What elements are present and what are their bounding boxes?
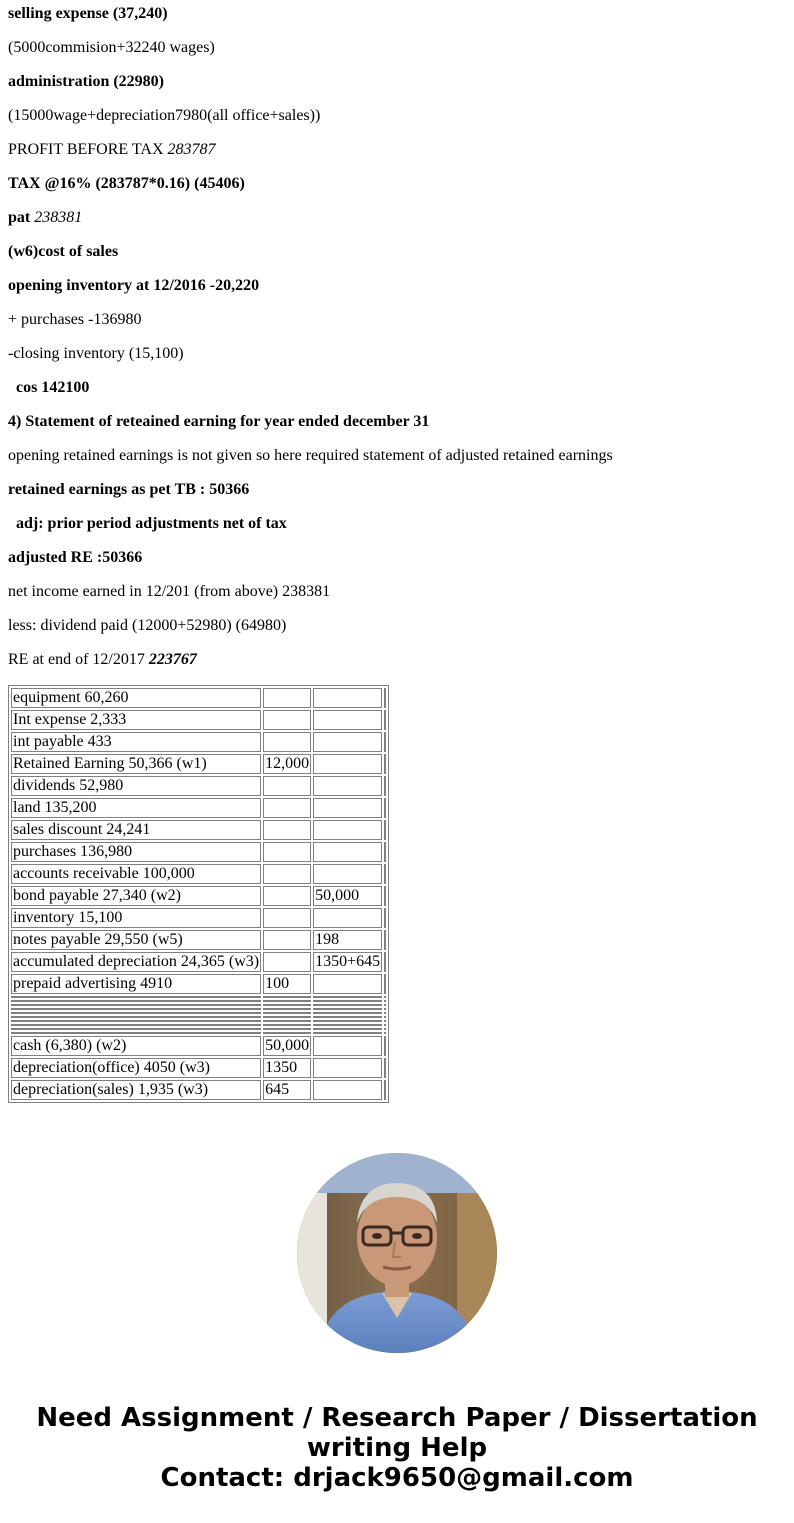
table-cell: inventory 15,100 bbox=[11, 908, 261, 928]
table-cell: int payable 433 bbox=[11, 732, 261, 752]
table-cell-empty bbox=[263, 1020, 311, 1022]
table-cell bbox=[313, 732, 382, 752]
opening-inventory-line: opening inventory at 12/2016 -20,220 bbox=[8, 277, 260, 294]
table-cell-empty bbox=[313, 1032, 382, 1034]
table-cell-empty bbox=[263, 996, 311, 998]
table-cell-empty bbox=[11, 1032, 261, 1034]
dividend-paid-line: less: dividend paid (12000+52980) (64980) bbox=[8, 617, 287, 634]
table-row bbox=[11, 710, 386, 730]
table-row bbox=[11, 732, 386, 752]
table-cell-empty bbox=[11, 1016, 261, 1018]
document-body bbox=[0, 0, 794, 680]
table-cell-empty bbox=[384, 1008, 386, 1010]
table-cell-empty bbox=[384, 1000, 386, 1002]
table-cell: equipment 60,260 bbox=[11, 688, 261, 708]
table-cell-empty bbox=[384, 974, 386, 994]
table-row bbox=[11, 930, 386, 950]
retained-earnings-tb-line: retained earnings as pet TB : 50366 bbox=[8, 481, 250, 498]
table-cell-empty bbox=[384, 820, 386, 840]
pat-label: pat bbox=[8, 209, 35, 226]
table-cell-empty bbox=[384, 1028, 386, 1030]
table-cell-empty bbox=[263, 1012, 311, 1014]
table-cell-empty bbox=[313, 1008, 382, 1010]
table-cell: prepaid advertising 4910 bbox=[11, 974, 261, 994]
table-cell: 198 bbox=[313, 930, 382, 950]
table-row-empty bbox=[11, 1000, 386, 1002]
avatar-photo bbox=[297, 1153, 497, 1353]
table-cell bbox=[263, 930, 311, 950]
table-row-empty bbox=[11, 1012, 386, 1014]
table-cell: 645 bbox=[263, 1080, 311, 1100]
table-cell: accumulated depreciation 24,365 (w3) bbox=[13, 953, 260, 970]
table-row bbox=[11, 886, 386, 906]
table-row bbox=[11, 776, 386, 796]
table-cell-empty bbox=[384, 864, 386, 884]
table-cell-empty bbox=[313, 1016, 382, 1018]
pat-line bbox=[8, 204, 786, 238]
table-row bbox=[11, 908, 386, 928]
table-cell-empty bbox=[263, 1028, 311, 1030]
table-cell bbox=[313, 1080, 382, 1100]
table-cell-empty bbox=[263, 1016, 311, 1018]
table-cell-empty bbox=[263, 1008, 311, 1010]
administration-detail: (15000wage+depreciation7980(all office+sales)) bbox=[8, 107, 321, 124]
re-end-label: RE at end of 12/2017 bbox=[8, 651, 149, 668]
table-cell-empty bbox=[384, 688, 386, 708]
profit-before-tax-line bbox=[8, 136, 786, 170]
administration-line: administration (22980) bbox=[8, 73, 164, 90]
table-row bbox=[11, 1036, 386, 1056]
table-cell bbox=[263, 798, 311, 818]
table-cell: purchases 136,980 bbox=[11, 842, 261, 862]
table-cell bbox=[313, 1058, 382, 1078]
table-cell: bond payable 27,340 (w2) bbox=[11, 886, 261, 906]
trial-balance-table bbox=[8, 685, 389, 1103]
table-cell-empty bbox=[313, 1020, 382, 1022]
table-cell: depreciation(sales) 1,935 (w3) bbox=[11, 1080, 261, 1100]
avatar bbox=[297, 1153, 497, 1353]
table-cell: notes payable 29,550 (w5) bbox=[11, 930, 261, 950]
table-cell bbox=[313, 820, 382, 840]
table-cell bbox=[263, 776, 311, 796]
table-cell-empty bbox=[384, 1080, 386, 1100]
table-cell: 100 bbox=[263, 974, 311, 994]
table-cell bbox=[263, 820, 311, 840]
profit-before-tax-value: 283787 bbox=[167, 141, 216, 158]
selling-expense-detail: (5000commision+32240 wages) bbox=[8, 39, 215, 56]
tax-line: TAX @16% (283787*0.16) (45406) bbox=[8, 175, 245, 192]
table-cell-empty bbox=[11, 1004, 261, 1006]
adjusted-re-line: adjusted RE :50366 bbox=[8, 549, 143, 566]
table-cell bbox=[313, 754, 382, 774]
table-row bbox=[11, 688, 386, 708]
table-cell: 1350+645 bbox=[315, 953, 381, 970]
table-row bbox=[11, 1058, 386, 1078]
table-cell-empty bbox=[11, 1024, 261, 1026]
table-cell-empty bbox=[313, 1012, 382, 1014]
table-cell-empty bbox=[384, 1036, 386, 1056]
table-cell-empty bbox=[384, 1058, 386, 1078]
table-cell-empty bbox=[313, 1004, 382, 1006]
table-cell: Int expense 2,333 bbox=[11, 710, 261, 730]
table-cell-empty bbox=[11, 1012, 261, 1014]
profit-before-tax-label: PROFIT BEFORE TAX bbox=[8, 141, 168, 158]
table-cell bbox=[263, 688, 311, 708]
table-cell-empty bbox=[384, 1016, 386, 1018]
table-cell bbox=[263, 886, 311, 906]
table-cell-empty bbox=[11, 1028, 261, 1030]
trial-balance-body bbox=[11, 688, 386, 1100]
retained-earning-note: opening retained earnings is not given so here required statement of adjusted retained earnings bbox=[8, 447, 613, 464]
table-cell: accounts receivable 100,000 bbox=[11, 864, 261, 884]
table-cell-empty bbox=[263, 1004, 311, 1006]
table-cell: dividends 52,980 bbox=[11, 776, 261, 796]
table-cell bbox=[313, 710, 382, 730]
table-cell bbox=[313, 1036, 382, 1056]
table-row-empty bbox=[11, 1020, 386, 1022]
table-cell: Retained Earning 50,366 (w1) bbox=[11, 754, 261, 774]
table-cell: 50,000 bbox=[313, 886, 382, 906]
table-row-empty bbox=[11, 1016, 386, 1018]
table-cell-empty bbox=[313, 1024, 382, 1026]
table-row bbox=[11, 952, 386, 972]
table-cell bbox=[313, 908, 382, 928]
table-cell-empty bbox=[263, 1000, 311, 1002]
table-cell bbox=[263, 842, 311, 862]
closing-inventory-line: -closing inventory (15,100) bbox=[8, 345, 184, 362]
table-row-empty bbox=[11, 1032, 386, 1034]
table-cell bbox=[263, 864, 311, 884]
table-cell-empty bbox=[384, 1004, 386, 1006]
table-cell: sales discount 24,241 bbox=[11, 820, 261, 840]
table-row-empty bbox=[11, 996, 386, 998]
table-row-empty bbox=[11, 1004, 386, 1006]
table-cell-empty bbox=[384, 754, 386, 774]
table-cell-empty bbox=[384, 1032, 386, 1034]
table-cell bbox=[263, 710, 311, 730]
table-row-empty bbox=[11, 1028, 386, 1030]
table-cell: 1350 bbox=[263, 1058, 311, 1078]
table-cell-empty bbox=[313, 996, 382, 998]
table-row bbox=[11, 864, 386, 884]
table-cell-empty bbox=[384, 930, 386, 950]
table-cell-empty bbox=[384, 996, 386, 998]
footer-line-2: writing Help bbox=[306, 1433, 488, 1463]
purchases-line: + purchases -136980 bbox=[8, 311, 142, 328]
selling-expense-line: selling expense (37,240) bbox=[8, 5, 168, 22]
table-cell-empty bbox=[263, 1024, 311, 1026]
table-cell-empty bbox=[384, 908, 386, 928]
table-cell bbox=[313, 974, 382, 994]
table-row-empty bbox=[11, 1008, 386, 1010]
table-cell-empty bbox=[384, 732, 386, 752]
re-end-value: 223767 bbox=[148, 651, 197, 668]
table-row bbox=[11, 974, 386, 994]
table-cell-empty bbox=[384, 776, 386, 796]
net-income-line: net income earned in 12/201 (from above) 238381 bbox=[8, 583, 331, 600]
table-row bbox=[11, 842, 386, 862]
table-cell bbox=[313, 798, 382, 818]
footer-contact: Contact: drjack9650@gmail.com bbox=[160, 1463, 634, 1493]
cost-of-sales-heading: (w6)cost of sales bbox=[8, 243, 119, 260]
table-row bbox=[11, 820, 386, 840]
table-cell-empty bbox=[384, 798, 386, 818]
table-row-empty bbox=[11, 1024, 386, 1026]
table-cell bbox=[313, 688, 382, 708]
table-cell-empty bbox=[263, 1032, 311, 1034]
table-row bbox=[11, 1080, 386, 1100]
table-cell bbox=[313, 864, 382, 884]
table-cell-empty bbox=[384, 842, 386, 862]
table-cell bbox=[313, 776, 382, 796]
table-cell-empty bbox=[11, 1008, 261, 1010]
table-row bbox=[11, 754, 386, 774]
table-cell bbox=[263, 908, 311, 928]
retained-earning-heading: 4) Statement of reteained earning for year ended december 31 bbox=[8, 413, 430, 430]
re-end-line bbox=[8, 646, 786, 680]
table-cell: depreciation(office) 4050 (w3) bbox=[11, 1058, 261, 1078]
cos-line: cos 142100 bbox=[16, 379, 90, 396]
table-cell-empty bbox=[11, 1020, 261, 1022]
table-cell-empty bbox=[313, 1028, 382, 1030]
table-cell: cash (6,380) (w2) bbox=[11, 1036, 261, 1056]
table-cell bbox=[313, 842, 382, 862]
table-row bbox=[11, 798, 386, 818]
table-cell-empty bbox=[11, 996, 261, 998]
table-cell-empty bbox=[384, 1024, 386, 1026]
table-cell-empty bbox=[384, 710, 386, 730]
footer-banner bbox=[0, 1403, 794, 1493]
table-cell-empty bbox=[313, 1000, 382, 1002]
table-cell: land 135,200 bbox=[11, 798, 261, 818]
table-cell: 50,000 bbox=[265, 1037, 310, 1054]
table-cell-empty bbox=[11, 1000, 261, 1002]
table-cell-empty bbox=[384, 886, 386, 906]
table-cell: 12,000 bbox=[265, 755, 310, 772]
prior-period-adj-line: adj: prior period adjustments net of tax bbox=[16, 515, 287, 532]
footer-line-1: Need Assignment / Research Paper / Dissertation bbox=[36, 1403, 758, 1433]
table-cell-empty bbox=[384, 952, 386, 972]
table-cell bbox=[263, 952, 311, 972]
table-cell-empty bbox=[384, 1012, 386, 1014]
table-cell-empty bbox=[384, 1020, 386, 1022]
pat-value: 238381 bbox=[34, 209, 83, 226]
table-cell bbox=[263, 732, 311, 752]
